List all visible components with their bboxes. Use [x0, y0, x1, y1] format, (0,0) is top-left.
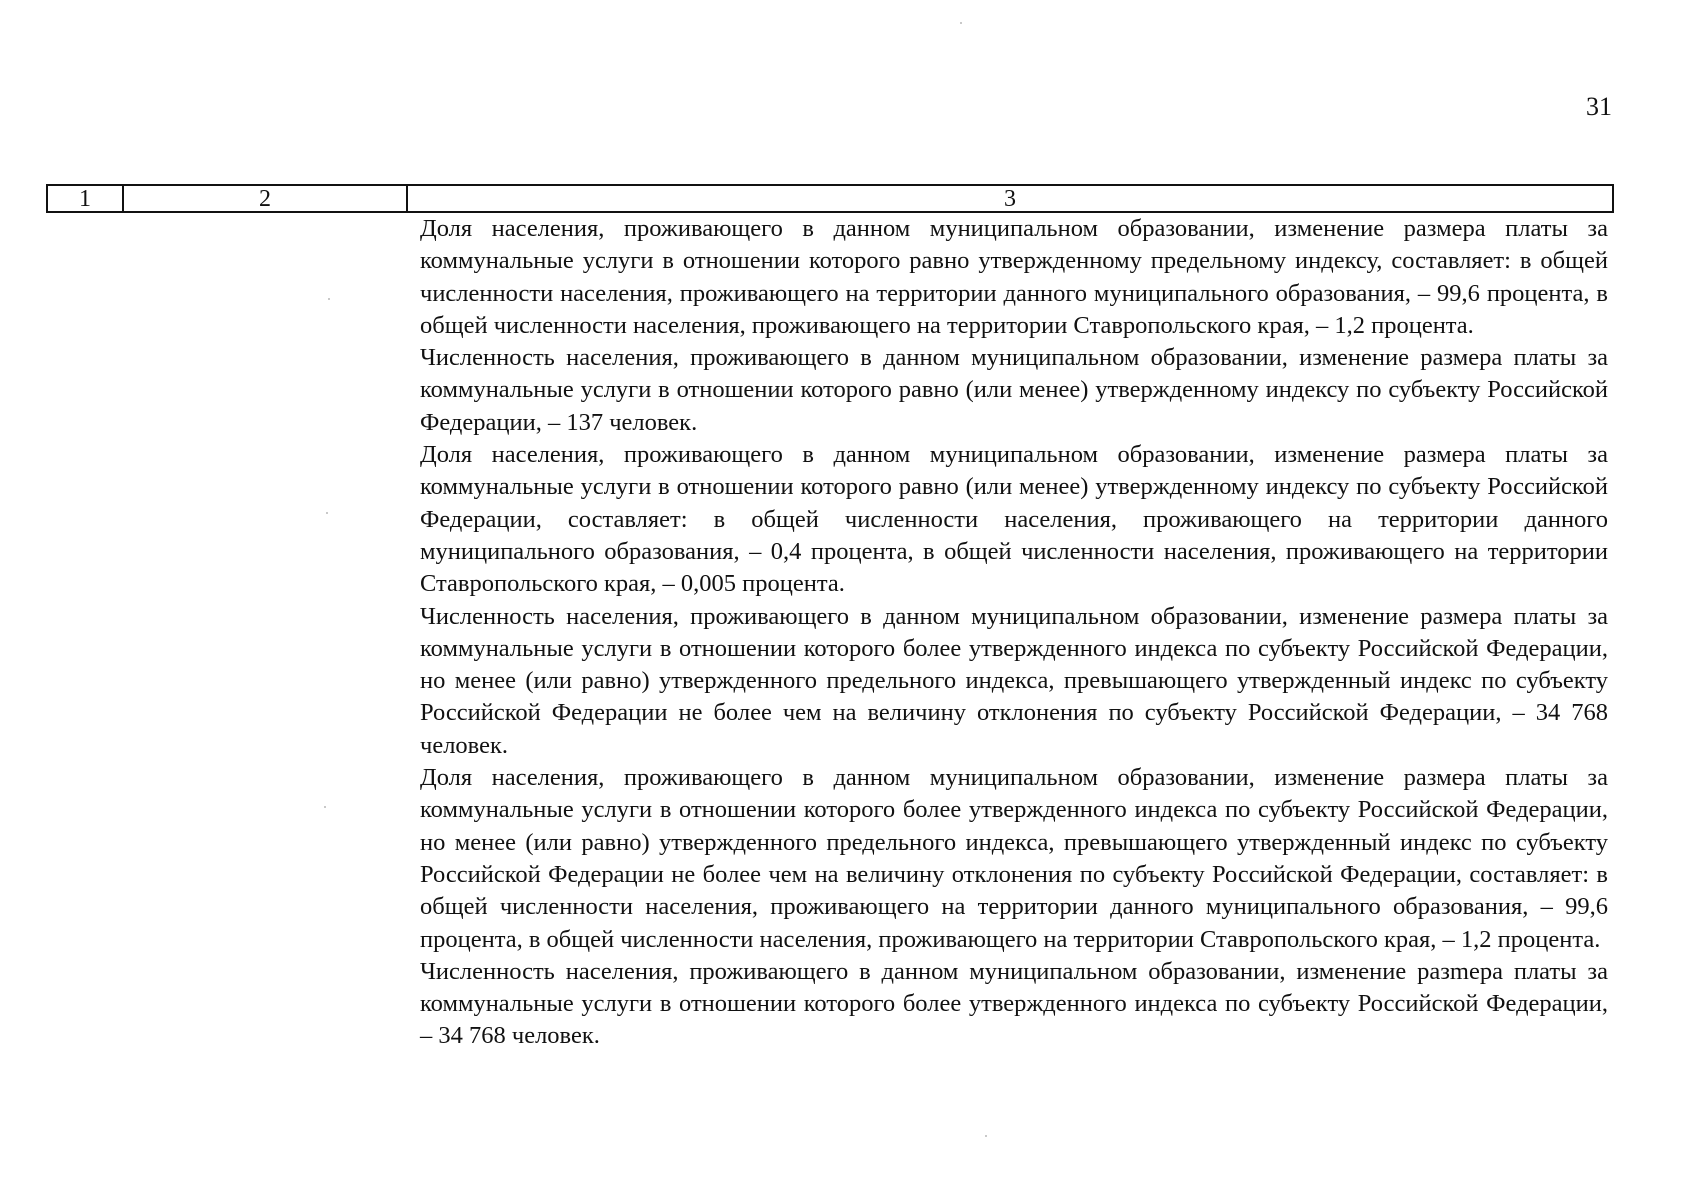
scan-speck	[326, 512, 328, 514]
paragraph: Доля населения, проживающего в данном муниципальном образовании, изменение размера платы за коммунальные услуги в отношении которого более утвержденного индекса по субъекту Российской Федерации, но менее (или равно) утвержденного предельного индекса, превышающего утвержденный индекс по субъекту Российской Федерации не более чем на величину отклонения по субъекту Российской Федерации, составляет: в общей численности населения, проживающего на территории данного муниципального образования, – 99,6 процента, в общей численности населения, проживающего на территории Ставропольского края, – 1,2 процента.	[420, 764, 1608, 953]
scan-speck	[985, 1135, 987, 1137]
column-3-content	[420, 213, 1608, 1053]
column-number-2: 2	[123, 185, 407, 212]
paragraph: Доля населения, проживающего в данном муниципальном образовании, изменение размера платы за коммунальные услуги в отношении которого равно утвержденному предельному индексу, составляет: в общей численности населения, проживающего на территории данного муниципального образования, – 99,6 процента, в общей численности населения, проживающего на территории Ставропольского края, – 1,2 процента.	[420, 215, 1608, 339]
page-number: 31	[1586, 92, 1612, 121]
column-number-3: 3	[407, 185, 1613, 212]
column-number-1: 1	[47, 185, 123, 212]
paragraph: Численность населения, проживающего в данном муниципальном образовании, изменение разmера платы за коммунальные услуги в отношении которого более утвержденного индекса по субъекту Российской Федерации, – 34 768 человек.	[420, 957, 1608, 1050]
paragraph: Численность населения, проживающего в данном муниципальном образовании, изменение размера платы за коммунальные услуги в отношении которого равно (или менее) утвержденному индексу по субъекту Российской Федерации, – 137 человек.	[420, 344, 1608, 436]
paragraph: Численность населения, проживающего в данном муниципальном образовании, изменение размера платы за коммунальные услуги в отношении которого более утвержденного индекса по субъекту Российской Федерации, но менее (или равно) утвержденного предельного индекса, превышающего утвержденный индекс по субъекту Российской Федерации не более чем на величину отклонения по субъекту Российской Федерации, – 34 768 человек.	[420, 602, 1608, 759]
table-header-row	[46, 184, 1614, 213]
scan-speck	[324, 806, 326, 808]
scan-speck	[328, 298, 330, 300]
paragraph: Доля населения, проживающего в данном муниципальном образовании, изменение размера платы за коммунальные услуги в отношении которого равно (или менее) утвержденному индексу по субъекту Российской Федерации, составляет: в общей численности населения, проживающего на территории данного муниципального образования, – 0,4 процента, в общей численности населения, проживающего на территории Ставропольского края, – 0,005 процента.	[420, 441, 1608, 598]
scan-speck	[960, 22, 962, 24]
